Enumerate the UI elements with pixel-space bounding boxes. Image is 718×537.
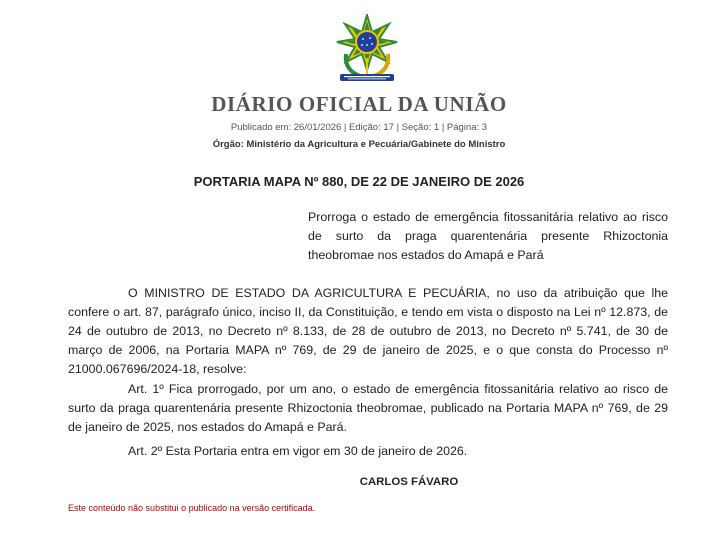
document-identifica: PORTARIA MAPA Nº 880, DE 22 DE JANEIRO DE 2026: [193, 174, 525, 189]
brazil-coat-of-arms-icon: [334, 14, 400, 84]
paragraph-art1: [68, 380, 668, 437]
certification-disclaimer: Este conteúdo não substitui o publicado na versão certificada.: [68, 503, 316, 513]
orgao-label: Órgão:: [212, 139, 244, 150]
orgao-line: [0, 139, 718, 150]
document-ementa: Prorroga o estado de emergência fitossanitária relativo ao risco de surto da praga quarentenária presente Rhizoctonia theobromae nos estados do Amapá e Pará: [308, 210, 668, 262]
paragraph-preamble: [68, 284, 668, 379]
publication-meta: Publicado em: 26/01/2026 | Edição: 17 | Seção: 1 | Página: 3: [230, 122, 488, 133]
paragraph-art2: [68, 442, 668, 461]
gazette-title: DIÁRIO OFICIAL DA UNIÃO: [211, 92, 507, 116]
paragraph-text: O MINISTRO DE ESTADO DA AGRICULTURA E PECUÁRIA, no uso da atribuição que lhe confere o art. 87, parágrafo único, inciso II, da Constituição, e tendo em vista o disposto na Lei nº 12.873, de 24 de outubro de 2013, no Decreto nº 8.133, de 28 de outubro de 2013, no Decreto nº 5.741, de 30 de março de 2006, na Portaria MAPA nº 769, de 29 de janeiro de 2025, e o que consta do Processo nº 21000.067696/2024-18, resolve:: [68, 286, 668, 376]
orgao-value: Ministério da Agricultura e Pecuária/Gabinete do Ministro: [246, 139, 506, 150]
paragraph-text: Art. 2º Esta Portaria entra em vigor em 30 de janeiro de 2026.: [128, 444, 468, 458]
paragraph-text: Art. 1º Fica prorrogado, por um ano, o estado de emergência fitossanitária relativo ao risco de surto da praga quarentenária presente Rhizoctonia theobromae, publicado na Portaria MAPA nº 769, de 29 de janeiro de 2025, nos estados do Amapá e Pará.: [68, 382, 668, 434]
signature-name: CARLOS FÁVARO: [359, 476, 459, 488]
